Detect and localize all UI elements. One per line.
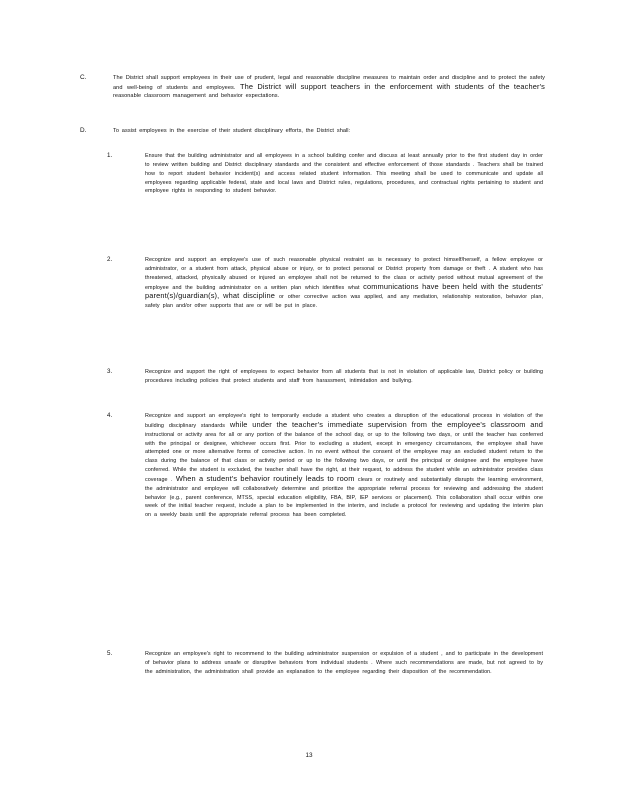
item-text: Recognize an employee's right to recommend to the building administrator suspension or expulsion of a student , and to participate in the development of behavior plans to address unsafe or disruptive behaviors from individual students . Where such recommendations are made, but not agreed to by the administration, the administration shall provide an explanation to the employee regarding their disposition of the recommendation. — [145, 651, 543, 675]
item-2-text-part1: Recognize and support an employee's use of such reasonable physical restraint as is necessary to protect himself/herself, a fellow employee or administrator, or a student from attack, physical abuse or injury, or to protect personal or District property from damage or theft . A student who has threatened, attacked, physically abused or injured an employee shall not be returned to the class or activity period without mutual agreement of the employee and the building administrator on a written plan which identifies what — [145, 257, 543, 291]
item-text — [145, 256, 543, 311]
item-number: 3. — [107, 368, 113, 375]
item-4-text-part2: instructional or activity area for all or any portion of the balance of the school day, or up to the following two days, or until the teacher has conferred with the principal or designee, whichever occurs first. Prior to excluding a student, except in emergency circumstances, the employee shall have attempted one or more alternative forms of corrective action. In no event without the consent of the employee may an excluded student return to the class during the balance of that class or activity period or up to the following two days, or until the principal or designee and the employee have conferred. While the student is excluded, the teacher shall have the right, at their request, to address the student while an administrator provides class coverage . — [145, 431, 543, 483]
item-4-emphasis-2: When a student's behavior routinely leads to room — [175, 473, 355, 483]
item-number: 4. — [107, 412, 113, 419]
item-text — [145, 412, 543, 520]
section-c-text — [113, 74, 545, 101]
section-c-emphasis: The District will support teachers in the enforcement with students of the teacher's — [239, 81, 545, 91]
item-text: Ensure that the building administrator and all employees in a school building confer and discuss at least annually prior to the first student day in order to review written building and District disciplinary standards and the consistent and effective enforcement of those standards . Teachers shall be trained how to report student behavior incident(s) and access related student information. This meeting shall be used to communicate and update all employees regarding applicable federal, state and local laws and District rules, regulations, procedures, and contractual rights pertaining to student and employee rights in responding to student behavior. — [145, 153, 543, 195]
item-2-emphasis: communications have been held with the students' parent(s)/guardian(s), what discipline — [145, 281, 543, 301]
section-d-text: To assist employees in the exercise of their student disciplinary efforts, the District shall: — [113, 128, 351, 134]
item-4-text-part1: Recognize and support an employee's right to temporarily exclude a student who creates a disruption of the educational process in violation of the building disciplinary standards — [145, 413, 543, 429]
section-c-letter: C. — [80, 74, 87, 81]
item-2-text-part2: or other corrective action was applied, and any mediation, relationship restoration, behavior plan, safety plan and/or other supports that are or will be put in place. — [145, 294, 543, 310]
section-c-line1: The District shall support employees in their use of prudent, legal and reasonable discipline measures to maintain order and discipline and to protect the safety and well-being of students and employees. — [113, 75, 545, 91]
item-text: Recognize and support the right of employees to expect behavior from all students that is not in violation of applicable law, District policy or building procedures including policies that protect students and staff from harassment, intimidation and bullying. — [145, 369, 543, 384]
item-number: 1. — [107, 152, 113, 159]
page-number: 13 — [305, 752, 313, 759]
section-d-letter: D. — [80, 127, 87, 134]
item-number: 5. — [107, 650, 113, 657]
item-number: 2. — [107, 256, 113, 263]
section-c-line2: reasonable classroom management and behavior expectations. — [113, 93, 280, 100]
item-4-text-part3: clears or routinely and substantially disrupts the learning environment, the administrator and employee will collaboratively determine and prioritize the appropriate referral process for reviewing and addressing the student behavior (e.g., parent conference, MTSS, special education eligibility, FBA, BIP, IEP services or placement). This collaboration shall occur within one week of the initial teacher request, include a plan to be implemented in the interim, and include a protocol for reviewing and updating the interim plan on a weekly basis until the appropriate referral process has been completed. — [145, 476, 543, 519]
item-4-emphasis-1: while under the teacher's immediate supervision from the employee's classroom and — [229, 419, 543, 429]
